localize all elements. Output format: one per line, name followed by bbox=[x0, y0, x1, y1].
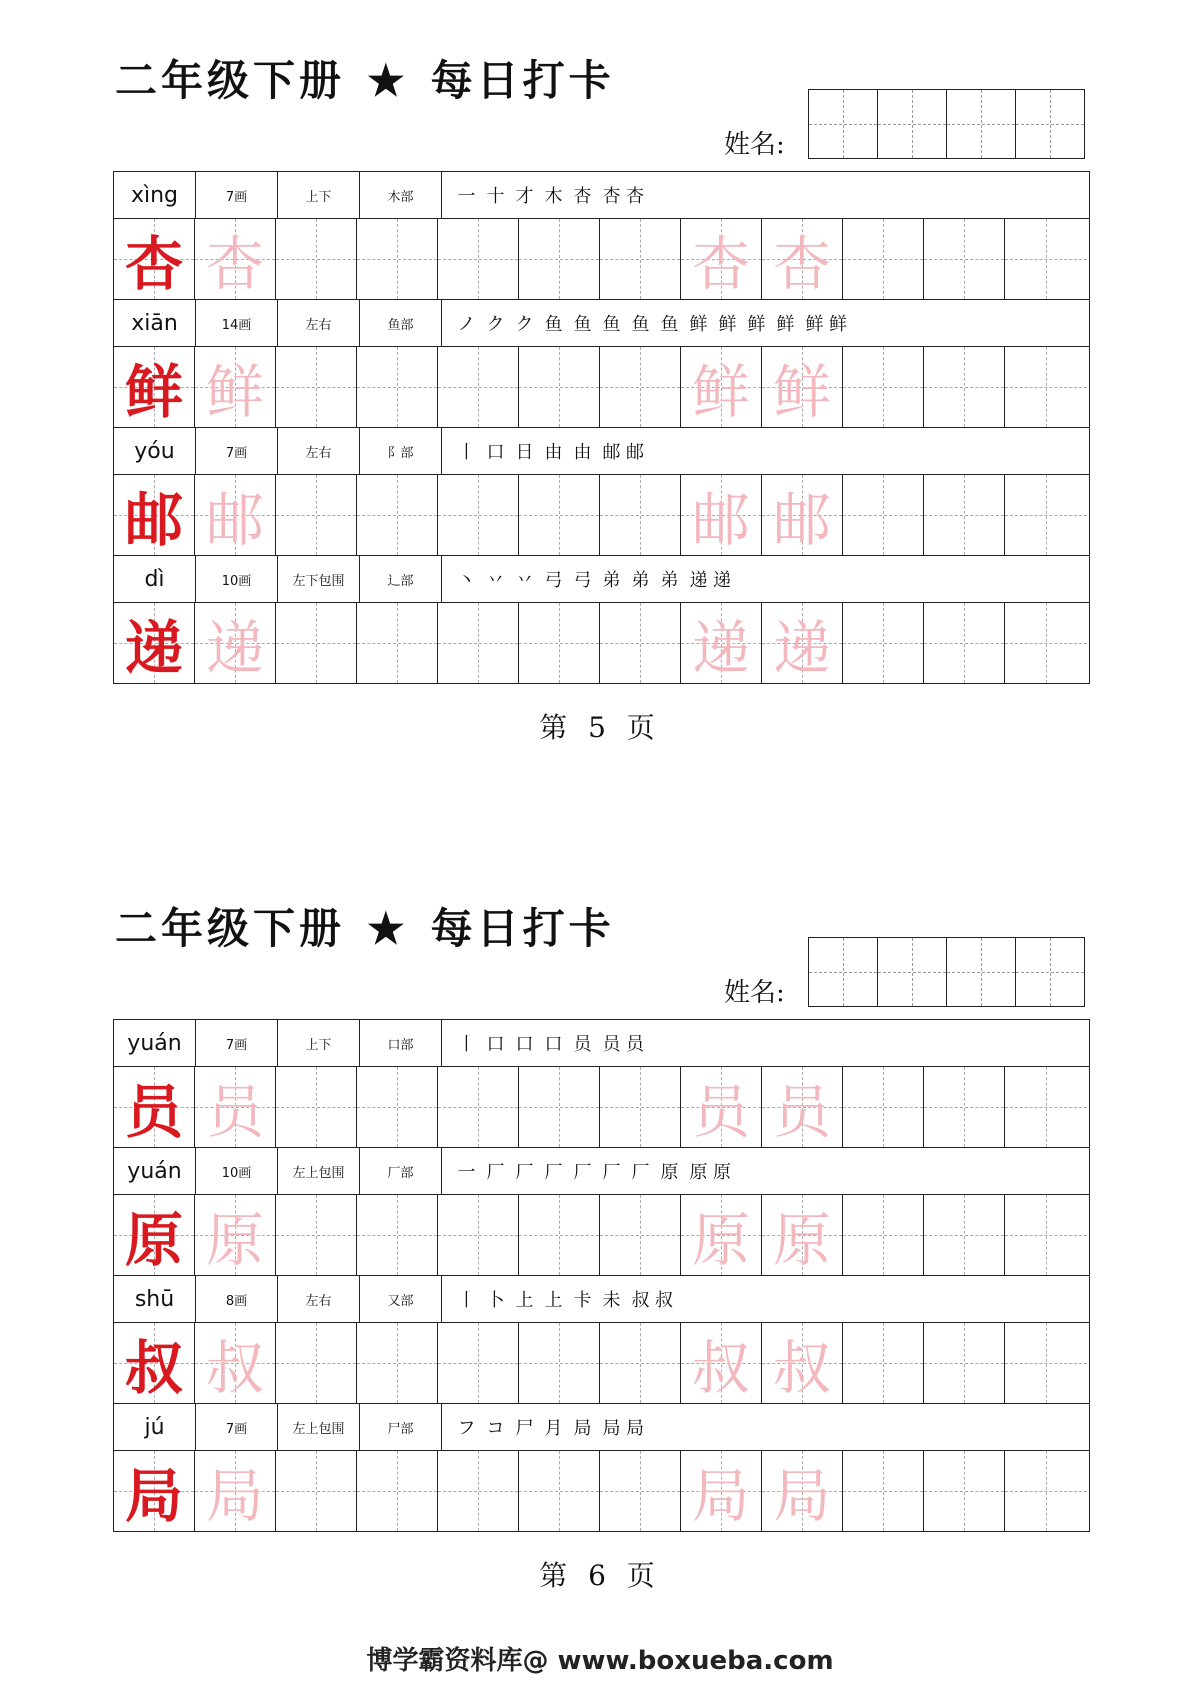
practice-grid bbox=[113, 171, 1090, 684]
stroke-order-step: 弟 bbox=[660, 570, 679, 591]
trace-character: 局 bbox=[205, 1462, 264, 1530]
page-number: 第 5 页 bbox=[539, 711, 661, 744]
tianzige-cell[interactable] bbox=[276, 1451, 357, 1531]
stroke-order-step: 厂 bbox=[544, 1162, 563, 1183]
structure: 左上包围 bbox=[278, 1404, 360, 1450]
pinyin: yuán bbox=[114, 1148, 196, 1194]
tianzige-cell[interactable] bbox=[681, 1195, 762, 1275]
page-title bbox=[115, 48, 615, 108]
tianzige-cell[interactable] bbox=[600, 347, 681, 427]
stroke-count: 7画 bbox=[196, 172, 278, 218]
title-subtext: 每日打卡 bbox=[430, 904, 615, 953]
stroke-order-step: 鲜 bbox=[829, 314, 847, 335]
stroke-order-step: 才 bbox=[515, 186, 534, 207]
tianzige-cell[interactable] bbox=[114, 603, 195, 683]
stroke-order bbox=[442, 172, 1089, 218]
stroke-order-step: 尸 bbox=[515, 1418, 534, 1439]
tianzige-cell[interactable] bbox=[114, 1451, 195, 1531]
stroke-order-step: 丨 bbox=[457, 1290, 476, 1311]
tianzige-cell[interactable] bbox=[1005, 603, 1087, 683]
tianzige-cell[interactable] bbox=[114, 1067, 195, 1147]
tianzige-cell[interactable] bbox=[924, 603, 1005, 683]
radical: 又部 bbox=[360, 1276, 442, 1322]
stroke-order-step: 邮 bbox=[626, 442, 644, 463]
stroke-order-step: 口 bbox=[486, 442, 505, 463]
radical: 木部 bbox=[360, 172, 442, 218]
tianzige-cell[interactable] bbox=[1005, 1451, 1087, 1531]
structure: 左上包围 bbox=[278, 1148, 360, 1194]
model-character: 鲜 bbox=[124, 358, 183, 426]
stroke-order-step: 杏 bbox=[602, 186, 621, 207]
tianzige-cell[interactable] bbox=[276, 1067, 357, 1147]
tianzige-cell[interactable] bbox=[843, 475, 924, 555]
title-text: 二年级下册 bbox=[115, 904, 346, 953]
tianzige-cell[interactable] bbox=[519, 1067, 600, 1147]
name-label: 姓名: bbox=[724, 130, 785, 160]
model-character: 局 bbox=[124, 1462, 183, 1530]
model-character: 原 bbox=[124, 1206, 183, 1274]
tianzige-cell[interactable] bbox=[843, 1195, 924, 1275]
stroke-order-step: 丨 bbox=[457, 1034, 476, 1055]
tianzige-cell[interactable] bbox=[357, 219, 438, 299]
tianzige-cell[interactable] bbox=[762, 347, 843, 427]
stroke-count: 14画 bbox=[196, 300, 278, 346]
tianzige-cell[interactable] bbox=[114, 1323, 195, 1403]
trace-character: 杏 bbox=[205, 230, 264, 298]
stroke-order-step: コ bbox=[486, 1418, 505, 1439]
tianzige-cell[interactable] bbox=[357, 603, 438, 683]
stroke-order-step: 卜 bbox=[486, 1290, 505, 1311]
model-character: 邮 bbox=[124, 486, 183, 554]
trace-character: 杏 bbox=[691, 230, 750, 298]
radical: 阝部 bbox=[360, 428, 442, 474]
model-character: 杏 bbox=[124, 230, 183, 298]
stroke-order-step: 杏 bbox=[626, 186, 644, 207]
structure: 上下 bbox=[278, 172, 360, 218]
stroke-order-step: ノ bbox=[457, 314, 476, 335]
tianzige-cell[interactable] bbox=[924, 1323, 1005, 1403]
stroke-order-step: 叔 bbox=[631, 1290, 650, 1311]
structure: 上下 bbox=[278, 1020, 360, 1066]
tianzige-cell[interactable] bbox=[276, 1195, 357, 1275]
trace-character: 原 bbox=[691, 1206, 750, 1274]
stroke-count: 7画 bbox=[196, 1020, 278, 1066]
trace-character: 递 bbox=[691, 614, 750, 682]
stroke-order-step: 鲜 bbox=[776, 314, 795, 335]
tianzige-cell[interactable] bbox=[195, 219, 276, 299]
stroke-order-step: 月 bbox=[544, 1418, 563, 1439]
tianzige-cell[interactable] bbox=[924, 347, 1005, 427]
tianzige-cell[interactable] bbox=[843, 1323, 924, 1403]
tianzige-cell[interactable] bbox=[519, 1451, 600, 1531]
tianzige-cell[interactable] bbox=[843, 347, 924, 427]
model-character: 叔 bbox=[124, 1334, 183, 1402]
tianzige-cell[interactable] bbox=[357, 1067, 438, 1147]
tianzige-cell[interactable] bbox=[762, 475, 843, 555]
stroke-order-step: 厂 bbox=[631, 1162, 650, 1183]
stroke-order-step: 丨 bbox=[457, 442, 476, 463]
tianzige-cell[interactable] bbox=[762, 603, 843, 683]
name-input-box[interactable] bbox=[809, 90, 878, 158]
tianzige-cell[interactable] bbox=[195, 347, 276, 427]
name-input-box[interactable] bbox=[947, 938, 1016, 1006]
stroke-order-step: 局 bbox=[573, 1418, 592, 1439]
tianzige-cell[interactable] bbox=[843, 219, 924, 299]
trace-character: 叔 bbox=[205, 1334, 264, 1402]
stroke-order-step: 厂 bbox=[602, 1162, 621, 1183]
tianzige-cell[interactable] bbox=[762, 1451, 843, 1531]
tianzige-cell[interactable] bbox=[924, 219, 1005, 299]
tianzige-cell[interactable] bbox=[195, 603, 276, 683]
stroke-order-step: ク bbox=[486, 314, 505, 335]
title-subtext: 每日打卡 bbox=[430, 56, 615, 105]
star-icon: ★ bbox=[367, 56, 409, 105]
tianzige-cell[interactable] bbox=[762, 1323, 843, 1403]
stroke-order-step: 口 bbox=[486, 1034, 505, 1055]
tianzige-cell[interactable] bbox=[519, 1195, 600, 1275]
model-character: 员 bbox=[124, 1078, 183, 1146]
stroke-order-step: 一 bbox=[457, 1162, 476, 1183]
tianzige-cell[interactable] bbox=[762, 1195, 843, 1275]
stroke-count: 7画 bbox=[196, 1404, 278, 1450]
stroke-order bbox=[442, 1020, 1089, 1066]
tianzige-cell[interactable] bbox=[438, 1067, 519, 1147]
stroke-order-step: 原 bbox=[660, 1162, 679, 1183]
title-text: 二年级下册 bbox=[115, 56, 346, 105]
tianzige-cell[interactable] bbox=[681, 1323, 762, 1403]
tianzige-cell[interactable] bbox=[762, 1067, 843, 1147]
stroke-order-step: 上 bbox=[544, 1290, 563, 1311]
name-input-box[interactable] bbox=[809, 938, 878, 1006]
tianzige-cell[interactable] bbox=[924, 1451, 1005, 1531]
character-practice-row bbox=[114, 1195, 1089, 1276]
structure: 左右 bbox=[278, 428, 360, 474]
character-practice-row bbox=[114, 219, 1089, 300]
tianzige-cell[interactable] bbox=[276, 219, 357, 299]
stroke-order-step: 由 bbox=[573, 442, 592, 463]
structure: 左下包围 bbox=[278, 556, 360, 602]
tianzige-cell[interactable] bbox=[438, 603, 519, 683]
stroke-order bbox=[442, 556, 1089, 602]
tianzige-cell[interactable] bbox=[114, 475, 195, 555]
stroke-order-step: 口 bbox=[515, 1034, 534, 1055]
tianzige-cell[interactable] bbox=[195, 1451, 276, 1531]
trace-character: 鲜 bbox=[205, 358, 264, 426]
name-input-box[interactable] bbox=[878, 90, 947, 158]
tianzige-cell[interactable] bbox=[114, 347, 195, 427]
stroke-order-step: 弟 bbox=[631, 570, 650, 591]
tianzige-cell[interactable] bbox=[600, 1195, 681, 1275]
tianzige-cell[interactable] bbox=[357, 1323, 438, 1403]
tianzige-cell[interactable] bbox=[357, 475, 438, 555]
tianzige-cell[interactable] bbox=[681, 1067, 762, 1147]
tianzige-cell[interactable] bbox=[1005, 347, 1087, 427]
tianzige-cell[interactable] bbox=[438, 347, 519, 427]
radical: 辶部 bbox=[360, 556, 442, 602]
structure: 左右 bbox=[278, 300, 360, 346]
stroke-order-step: 原 bbox=[713, 1162, 731, 1183]
name-input-box[interactable] bbox=[947, 90, 1016, 158]
page-title bbox=[115, 896, 615, 956]
pinyin: dì bbox=[114, 556, 196, 602]
tianzige-cell[interactable] bbox=[843, 1451, 924, 1531]
tianzige-cell[interactable] bbox=[357, 347, 438, 427]
tianzige-cell[interactable] bbox=[438, 1323, 519, 1403]
tianzige-cell[interactable] bbox=[276, 347, 357, 427]
footer-watermark: 博学霸资料库@ www.boxueba.com bbox=[366, 1646, 834, 1676]
structure: 左右 bbox=[278, 1276, 360, 1322]
stroke-order-step: 木 bbox=[544, 186, 563, 207]
tianzige-cell[interactable] bbox=[1005, 219, 1087, 299]
trace-character: 叔 bbox=[691, 1334, 750, 1402]
character-info-row bbox=[114, 1404, 1089, 1451]
stroke-order-step: 鲜 bbox=[805, 314, 824, 335]
tianzige-cell[interactable] bbox=[519, 347, 600, 427]
character-practice-row bbox=[114, 1451, 1089, 1532]
pinyin: jú bbox=[114, 1404, 196, 1450]
pinyin: yuán bbox=[114, 1020, 196, 1066]
tianzige-cell[interactable] bbox=[600, 219, 681, 299]
radical: 口部 bbox=[360, 1020, 442, 1066]
name-label: 姓名: bbox=[724, 978, 785, 1008]
radical: 鱼部 bbox=[360, 300, 442, 346]
stroke-count: 8画 bbox=[196, 1276, 278, 1322]
tianzige-cell[interactable] bbox=[600, 603, 681, 683]
stroke-order-step: 未 bbox=[602, 1290, 621, 1311]
name-boxes bbox=[808, 937, 1085, 1007]
pinyin: yóu bbox=[114, 428, 196, 474]
tianzige-cell[interactable] bbox=[276, 603, 357, 683]
character-practice-row bbox=[114, 347, 1089, 428]
tianzige-cell[interactable] bbox=[843, 1067, 924, 1147]
pinyin: xìng bbox=[114, 172, 196, 218]
trace-character: 邮 bbox=[772, 486, 831, 554]
stroke-order-step: 日 bbox=[515, 442, 534, 463]
tianzige-cell[interactable] bbox=[1005, 1323, 1087, 1403]
character-info-row bbox=[114, 556, 1089, 603]
stroke-order-step: 鱼 bbox=[660, 314, 679, 335]
character-info-row bbox=[114, 1148, 1089, 1195]
tianzige-cell[interactable] bbox=[924, 475, 1005, 555]
page-number: 第 6 页 bbox=[539, 1559, 661, 1592]
stroke-order bbox=[442, 1276, 1089, 1322]
trace-character: 员 bbox=[772, 1078, 831, 1146]
stroke-order-step: 局 bbox=[602, 1418, 621, 1439]
character-info-row bbox=[114, 172, 1089, 219]
stroke-order-step: 叔 bbox=[655, 1290, 673, 1311]
tianzige-cell[interactable] bbox=[114, 1195, 195, 1275]
stroke-order-step: 鲜 bbox=[689, 314, 708, 335]
trace-character: 原 bbox=[772, 1206, 831, 1274]
trace-character: 邮 bbox=[691, 486, 750, 554]
stroke-order bbox=[442, 300, 1089, 346]
tianzige-cell[interactable] bbox=[681, 1451, 762, 1531]
tianzige-cell[interactable] bbox=[681, 347, 762, 427]
tianzige-cell[interactable] bbox=[357, 1451, 438, 1531]
tianzige-cell[interactable] bbox=[276, 475, 357, 555]
tianzige-cell[interactable] bbox=[519, 219, 600, 299]
tianzige-cell[interactable] bbox=[1005, 475, 1087, 555]
character-info-row bbox=[114, 428, 1089, 475]
pinyin: shū bbox=[114, 1276, 196, 1322]
stroke-order-step: 邮 bbox=[602, 442, 621, 463]
tianzige-cell[interactable] bbox=[438, 1195, 519, 1275]
tianzige-cell[interactable] bbox=[600, 475, 681, 555]
character-practice-row bbox=[114, 1067, 1089, 1148]
tianzige-cell[interactable] bbox=[519, 475, 600, 555]
tianzige-cell[interactable] bbox=[924, 1067, 1005, 1147]
radical: 尸部 bbox=[360, 1404, 442, 1450]
tianzige-cell[interactable] bbox=[195, 475, 276, 555]
stroke-order-step: 由 bbox=[544, 442, 563, 463]
tianzige-cell[interactable] bbox=[519, 603, 600, 683]
character-info-row bbox=[114, 300, 1089, 347]
stroke-order-step: 杏 bbox=[573, 186, 592, 207]
trace-character: 邮 bbox=[205, 486, 264, 554]
stroke-order-step: 递 bbox=[713, 570, 731, 591]
tianzige-cell[interactable] bbox=[681, 219, 762, 299]
stroke-order-step: 丶 bbox=[457, 570, 476, 591]
trace-character: 递 bbox=[772, 614, 831, 682]
character-info-row bbox=[114, 1020, 1089, 1067]
tianzige-cell[interactable] bbox=[600, 1323, 681, 1403]
worksheet-page bbox=[0, 848, 1200, 1696]
tianzige-cell[interactable] bbox=[681, 603, 762, 683]
stroke-order-step: 递 bbox=[689, 570, 708, 591]
tianzige-cell[interactable] bbox=[357, 1195, 438, 1275]
trace-character: 原 bbox=[205, 1206, 264, 1274]
name-input-box[interactable] bbox=[1016, 90, 1084, 158]
stroke-order-step: 厂 bbox=[573, 1162, 592, 1183]
tianzige-cell[interactable] bbox=[195, 1067, 276, 1147]
tianzige-cell[interactable] bbox=[438, 1451, 519, 1531]
stroke-order-step: 弟 bbox=[602, 570, 621, 591]
trace-character: 鲜 bbox=[772, 358, 831, 426]
stroke-order-step: ク bbox=[515, 314, 534, 335]
stroke-order-step: 上 bbox=[515, 1290, 534, 1311]
character-practice-row bbox=[114, 1323, 1089, 1404]
stroke-order bbox=[442, 1148, 1089, 1194]
stroke-order bbox=[442, 428, 1089, 474]
trace-character: 员 bbox=[205, 1078, 264, 1146]
stroke-order-step: 丷 bbox=[486, 570, 505, 591]
stroke-order-step: 鱼 bbox=[602, 314, 621, 335]
stroke-order-step: 一 bbox=[457, 186, 476, 207]
stroke-order-step: 弓 bbox=[544, 570, 563, 591]
stroke-order-step: 鱼 bbox=[631, 314, 650, 335]
stroke-order-step: 鲜 bbox=[747, 314, 766, 335]
tianzige-cell[interactable] bbox=[519, 1323, 600, 1403]
stroke-order-step: 员 bbox=[573, 1034, 592, 1055]
worksheet-page bbox=[0, 0, 1200, 848]
tianzige-cell[interactable] bbox=[1005, 1195, 1087, 1275]
trace-character: 局 bbox=[691, 1462, 750, 1530]
name-input-box[interactable] bbox=[878, 938, 947, 1006]
tianzige-cell[interactable] bbox=[924, 1195, 1005, 1275]
tianzige-cell[interactable] bbox=[195, 1323, 276, 1403]
stroke-count: 10画 bbox=[196, 1148, 278, 1194]
stroke-order-step: 十 bbox=[486, 186, 505, 207]
stroke-order-step: 口 bbox=[544, 1034, 563, 1055]
stroke-order-step: 鱼 bbox=[544, 314, 563, 335]
tianzige-cell[interactable] bbox=[600, 1451, 681, 1531]
tianzige-cell[interactable] bbox=[276, 1323, 357, 1403]
tianzige-cell[interactable] bbox=[438, 219, 519, 299]
tianzige-cell[interactable] bbox=[438, 475, 519, 555]
stroke-order-step: 局 bbox=[626, 1418, 644, 1439]
stroke-order-step: 弓 bbox=[573, 570, 592, 591]
practice-grid bbox=[113, 1019, 1090, 1532]
stroke-order-step: 原 bbox=[689, 1162, 708, 1183]
stroke-order-step: 卡 bbox=[573, 1290, 592, 1311]
tianzige-cell[interactable] bbox=[681, 475, 762, 555]
stroke-order-step: 厂 bbox=[486, 1162, 505, 1183]
name-boxes bbox=[808, 89, 1085, 159]
trace-character: 鲜 bbox=[691, 358, 750, 426]
tianzige-cell[interactable] bbox=[195, 1195, 276, 1275]
trace-character: 员 bbox=[691, 1078, 750, 1146]
tianzige-cell[interactable] bbox=[114, 219, 195, 299]
stroke-order-step: 厂 bbox=[515, 1162, 534, 1183]
trace-character: 杏 bbox=[772, 230, 831, 298]
tianzige-cell[interactable] bbox=[1005, 1067, 1087, 1147]
stroke-count: 7画 bbox=[196, 428, 278, 474]
trace-character: 局 bbox=[772, 1462, 831, 1530]
trace-character: 递 bbox=[205, 614, 264, 682]
trace-character: 叔 bbox=[772, 1334, 831, 1402]
stroke-order-step: 鲜 bbox=[718, 314, 737, 335]
stroke-order-step: フ bbox=[457, 1418, 476, 1439]
model-character: 递 bbox=[124, 614, 183, 682]
name-input-box[interactable] bbox=[1016, 938, 1084, 1006]
star-icon: ★ bbox=[367, 904, 409, 953]
stroke-order bbox=[442, 1404, 1089, 1450]
character-info-row bbox=[114, 1276, 1089, 1323]
tianzige-cell[interactable] bbox=[843, 603, 924, 683]
stroke-order-step: 鱼 bbox=[573, 314, 592, 335]
pinyin: xiān bbox=[114, 300, 196, 346]
stroke-count: 10画 bbox=[196, 556, 278, 602]
stroke-order-step: 丷 bbox=[515, 570, 534, 591]
tianzige-cell[interactable] bbox=[600, 1067, 681, 1147]
tianzige-cell[interactable] bbox=[762, 219, 843, 299]
stroke-order-step: 员 bbox=[602, 1034, 621, 1055]
character-practice-row bbox=[114, 603, 1089, 684]
radical: 厂部 bbox=[360, 1148, 442, 1194]
stroke-order-step: 员 bbox=[626, 1034, 644, 1055]
character-practice-row bbox=[114, 475, 1089, 556]
